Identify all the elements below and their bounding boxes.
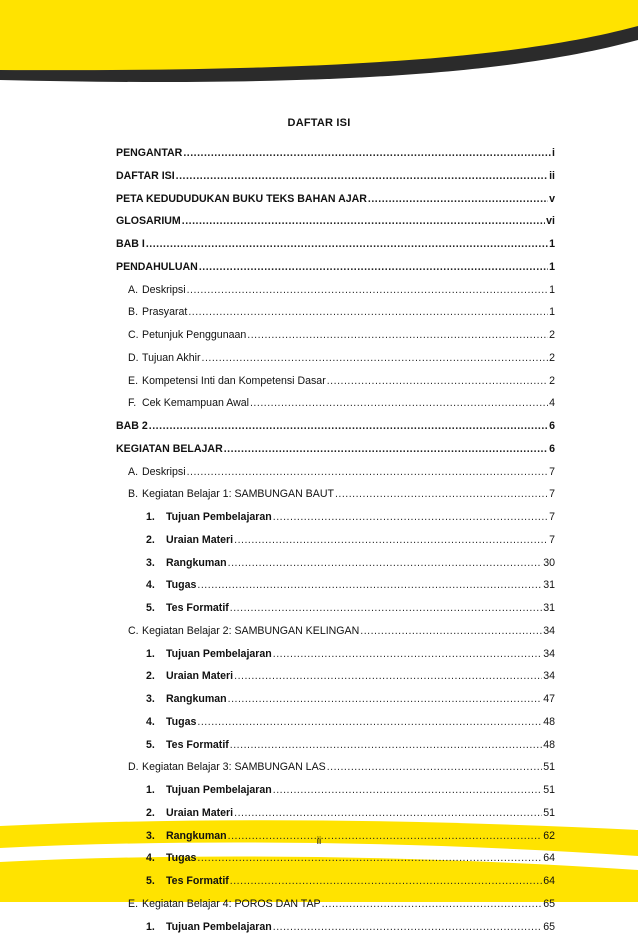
toc-leader-dots bbox=[273, 511, 548, 523]
toc-entry-page: 34 bbox=[543, 648, 555, 660]
toc-entry-label bbox=[146, 693, 227, 705]
toc-entry[interactable] bbox=[116, 693, 555, 716]
toc-entry[interactable] bbox=[116, 329, 555, 352]
toc-entry-text: Petunjuk Penggunaan bbox=[142, 329, 246, 341]
toc-entry[interactable] bbox=[116, 579, 555, 602]
toc-entry-text: BAB 2 bbox=[116, 420, 148, 432]
toc-entry-label bbox=[128, 397, 249, 409]
toc-entry-text: Tujuan Pembelajaran bbox=[166, 511, 272, 523]
toc-leader-dots bbox=[228, 693, 543, 705]
toc-entry[interactable] bbox=[116, 511, 555, 534]
toc-leader-dots bbox=[327, 375, 548, 387]
toc-entry-prefix: 1. bbox=[146, 511, 166, 523]
toc-entry-page: 65 bbox=[543, 921, 555, 933]
toc-entry-label bbox=[128, 761, 326, 773]
toc-entry[interactable] bbox=[116, 215, 555, 238]
toc-entry-prefix: A. bbox=[128, 466, 142, 478]
page-number: ii bbox=[0, 836, 638, 847]
toc-leader-dots bbox=[234, 670, 542, 682]
toc-entry-label bbox=[128, 284, 186, 296]
toc-entry-text: Uraian Materi bbox=[166, 670, 233, 682]
toc-entry-text: Tujuan Akhir bbox=[142, 352, 201, 364]
toc-leader-dots bbox=[327, 761, 542, 773]
toc-entry[interactable] bbox=[116, 921, 555, 943]
toc-entry-label bbox=[146, 670, 233, 682]
toc-entry[interactable] bbox=[116, 648, 555, 671]
toc-leader-dots bbox=[183, 147, 551, 159]
toc-entry-text: Tujuan Pembelajaran bbox=[166, 784, 272, 796]
toc-entry-text: Cek Kemampuan Awal bbox=[142, 397, 249, 409]
toc-entry-page: 2 bbox=[549, 352, 555, 364]
toc-leader-dots bbox=[199, 261, 548, 273]
toc-entry-text: Tugas bbox=[166, 716, 196, 728]
toc-entry-text: Rangkuman bbox=[166, 557, 227, 569]
toc-leader-dots bbox=[228, 557, 543, 569]
toc-entry[interactable] bbox=[116, 534, 555, 557]
toc-entry[interactable] bbox=[116, 716, 555, 739]
toc-entry-prefix: B. bbox=[128, 488, 142, 500]
toc-entry-page: 51 bbox=[543, 784, 555, 796]
toc-entry-label bbox=[116, 420, 148, 432]
toc-entry-text: Tes Formatif bbox=[166, 739, 229, 751]
toc-entry-page: v bbox=[549, 193, 555, 205]
toc-entry-label bbox=[128, 329, 246, 341]
toc-entry-text: DAFTAR ISI bbox=[116, 170, 175, 182]
toc-entry[interactable] bbox=[116, 807, 555, 830]
toc-entry-page: 6 bbox=[549, 420, 555, 432]
toc-entry-page: 48 bbox=[543, 716, 555, 728]
toc-leader-dots bbox=[273, 921, 542, 933]
toc-entry-text: PENDAHULUAN bbox=[116, 261, 198, 273]
toc-entry[interactable] bbox=[116, 557, 555, 580]
toc-entry[interactable] bbox=[116, 352, 555, 375]
toc-entry-page: 1 bbox=[549, 306, 555, 318]
toc-leader-dots bbox=[335, 488, 548, 500]
toc-entry-label bbox=[116, 147, 182, 159]
toc-entry-label bbox=[128, 466, 186, 478]
toc-entry-label bbox=[116, 170, 175, 182]
toc-entry-prefix: 4. bbox=[146, 579, 166, 591]
toc-entry-prefix: A. bbox=[128, 284, 142, 296]
toc-entry-label bbox=[128, 375, 326, 387]
toc-entry-page: 31 bbox=[543, 579, 555, 591]
toc-entry-prefix: 2. bbox=[146, 670, 166, 682]
toc-entry[interactable] bbox=[116, 284, 555, 307]
toc-leader-dots bbox=[322, 898, 543, 910]
toc-entry-text: Tes Formatif bbox=[166, 602, 229, 614]
toc-entry-page: 65 bbox=[543, 898, 555, 910]
toc-leader-dots bbox=[176, 170, 548, 182]
toc-entry-label bbox=[128, 898, 321, 910]
toc-leader-dots bbox=[368, 193, 548, 205]
toc-entry-prefix: 1. bbox=[146, 784, 166, 796]
toc-entry-label bbox=[116, 443, 223, 455]
toc-entry-label bbox=[146, 534, 233, 546]
toc-entry-prefix: F. bbox=[128, 397, 142, 409]
toc-entry-page: 34 bbox=[543, 670, 555, 682]
toc-entry-label bbox=[116, 193, 367, 205]
toc-leader-dots bbox=[230, 875, 542, 887]
toc-leader-dots bbox=[224, 443, 548, 455]
toc-entry-page: 34 bbox=[543, 625, 555, 637]
toc-entry-label bbox=[146, 875, 229, 887]
toc-leader-dots bbox=[146, 238, 548, 250]
toc-entry-prefix: D. bbox=[128, 761, 142, 773]
toc-entry-label bbox=[128, 352, 201, 364]
toc-entry-prefix: 5. bbox=[146, 739, 166, 751]
toc-entry-prefix: 5. bbox=[146, 602, 166, 614]
toc-entry-page: 6 bbox=[549, 443, 555, 455]
toc-entry[interactable] bbox=[116, 875, 555, 898]
toc-entry-prefix: D. bbox=[128, 352, 142, 364]
toc-entry[interactable] bbox=[116, 238, 555, 261]
toc-entry-label bbox=[146, 807, 233, 819]
toc-entry-prefix: 2. bbox=[146, 807, 166, 819]
toc-entry-page: 51 bbox=[543, 761, 555, 773]
toc-entry-page: ii bbox=[549, 170, 555, 182]
toc-leader-dots bbox=[197, 852, 542, 864]
toc-entry-text: GLOSARIUM bbox=[116, 215, 181, 227]
toc-entry-text: BAB I bbox=[116, 238, 145, 250]
toc-entry[interactable] bbox=[116, 397, 555, 420]
toc-entry-label bbox=[146, 852, 196, 864]
toc-entry-text: Uraian Materi bbox=[166, 807, 233, 819]
toc-leader-dots bbox=[230, 739, 542, 751]
toc-entry-label bbox=[128, 306, 187, 318]
toc-entry-page: 30 bbox=[543, 557, 555, 569]
toc-leader-dots bbox=[273, 648, 542, 660]
toc-entry-label bbox=[146, 602, 229, 614]
toc-entry-text: Kegiatan Belajar 2: SAMBUNGAN KELINGAN bbox=[142, 625, 359, 637]
toc-entry-page: 31 bbox=[543, 602, 555, 614]
page-title: DAFTAR ISI bbox=[0, 117, 638, 129]
toc-entry-label bbox=[116, 261, 198, 273]
toc-entry[interactable] bbox=[116, 261, 555, 284]
toc-entry-text: PETA KEDUDUDUKAN BUKU TEKS BAHAN AJAR bbox=[116, 193, 367, 205]
toc-entry-page: 62 bbox=[543, 830, 555, 842]
toc-leader-dots bbox=[187, 284, 549, 296]
toc-entry-page: i bbox=[552, 147, 555, 159]
toc-entry[interactable] bbox=[116, 739, 555, 762]
toc-entry-text: PENGANTAR bbox=[116, 147, 182, 159]
toc-entry-label bbox=[146, 784, 272, 796]
toc-entry-label bbox=[116, 215, 181, 227]
toc-entry-prefix: C. bbox=[128, 329, 142, 341]
toc-entry-page: 2 bbox=[549, 329, 555, 341]
toc-entry-prefix: E. bbox=[128, 375, 142, 387]
toc-entry-page: 64 bbox=[543, 852, 555, 864]
toc-leader-dots bbox=[182, 215, 545, 227]
toc-entry-prefix: C. bbox=[128, 625, 142, 637]
toc-entry-label bbox=[128, 625, 359, 637]
toc-entry-prefix: 2. bbox=[146, 534, 166, 546]
toc-entry[interactable] bbox=[116, 761, 555, 784]
toc-entry[interactable] bbox=[116, 375, 555, 398]
toc-entry-text: Tujuan Pembelajaran bbox=[166, 921, 272, 933]
toc-entry-prefix: 3. bbox=[146, 830, 166, 842]
table-of-contents bbox=[116, 147, 555, 943]
toc-entry-text: KEGIATAN BELAJAR bbox=[116, 443, 223, 455]
toc-entry-page: 1 bbox=[549, 238, 555, 250]
toc-entry-label bbox=[128, 488, 334, 500]
toc-leader-dots bbox=[247, 329, 548, 341]
toc-entry-page: 4 bbox=[549, 397, 555, 409]
toc-entry-page: 64 bbox=[543, 875, 555, 887]
toc-entry-text: Kegiatan Belajar 1: SAMBUNGAN BAUT bbox=[142, 488, 334, 500]
toc-entry-label bbox=[146, 716, 196, 728]
toc-entry-prefix: 4. bbox=[146, 852, 166, 864]
toc-leader-dots bbox=[197, 716, 542, 728]
toc-entry-page: 48 bbox=[543, 739, 555, 751]
toc-entry-text: Rangkuman bbox=[166, 693, 227, 705]
toc-leader-dots bbox=[360, 625, 542, 637]
toc-entry[interactable] bbox=[116, 306, 555, 329]
toc-entry[interactable] bbox=[116, 602, 555, 625]
toc-leader-dots bbox=[234, 534, 548, 546]
toc-entry-page: 47 bbox=[543, 693, 555, 705]
toc-entry-text: Kegiatan Belajar 4: POROS DAN TAP bbox=[142, 898, 321, 910]
toc-entry[interactable] bbox=[116, 784, 555, 807]
toc-leader-dots bbox=[234, 807, 542, 819]
toc-entry-text: Prasyarat bbox=[142, 306, 187, 318]
toc-leader-dots bbox=[197, 579, 542, 591]
toc-entry[interactable] bbox=[116, 670, 555, 693]
toc-entry-text: Deskripsi bbox=[142, 284, 186, 296]
toc-entry-prefix: 1. bbox=[146, 648, 166, 660]
toc-entry[interactable] bbox=[116, 488, 555, 511]
toc-entry-label bbox=[146, 648, 272, 660]
toc-entry-text: Uraian Materi bbox=[166, 534, 233, 546]
toc-entry[interactable] bbox=[116, 420, 555, 443]
toc-leader-dots bbox=[187, 466, 549, 478]
toc-entry[interactable] bbox=[116, 443, 555, 466]
toc-entry-page: vi bbox=[546, 215, 555, 227]
toc-leader-dots bbox=[202, 352, 549, 364]
toc-entry-page: 1 bbox=[549, 284, 555, 296]
toc-entry[interactable] bbox=[116, 625, 555, 648]
toc-entry[interactable] bbox=[116, 193, 555, 216]
toc-entry-label bbox=[146, 739, 229, 751]
toc-entry-label bbox=[146, 921, 272, 933]
toc-entry-text: Deskripsi bbox=[142, 466, 186, 478]
toc-entry-text: Rangkuman bbox=[166, 830, 227, 842]
toc-entry-page: 2 bbox=[549, 375, 555, 387]
toc-entry-text: Tugas bbox=[166, 579, 196, 591]
toc-entry-prefix: 3. bbox=[146, 693, 166, 705]
toc-leader-dots bbox=[230, 602, 542, 614]
toc-entry-label bbox=[146, 557, 227, 569]
toc-entry[interactable] bbox=[116, 147, 555, 170]
toc-entry-page: 7 bbox=[549, 466, 555, 478]
toc-entry-label bbox=[146, 579, 196, 591]
toc-entry-prefix: B. bbox=[128, 306, 142, 318]
toc-entry-label bbox=[116, 238, 145, 250]
toc-entry-text: Tugas bbox=[166, 852, 196, 864]
toc-entry[interactable] bbox=[116, 170, 555, 193]
toc-entry[interactable] bbox=[116, 466, 555, 489]
toc-entry-page: 7 bbox=[549, 534, 555, 546]
toc-entry-page: 7 bbox=[549, 488, 555, 500]
toc-entry-prefix: 1. bbox=[146, 921, 166, 933]
toc-entry-text: Tujuan Pembelajaran bbox=[166, 648, 272, 660]
toc-leader-dots bbox=[250, 397, 548, 409]
toc-entry-page: 51 bbox=[543, 807, 555, 819]
toc-entry-prefix: 5. bbox=[146, 875, 166, 887]
toc-entry[interactable] bbox=[116, 852, 555, 875]
toc-leader-dots bbox=[273, 784, 542, 796]
toc-entry-text: Kegiatan Belajar 3: SAMBUNGAN LAS bbox=[142, 761, 326, 773]
toc-leader-dots bbox=[149, 420, 548, 432]
toc-entry[interactable] bbox=[116, 898, 555, 921]
toc-entry-label bbox=[146, 511, 272, 523]
toc-entry-prefix: 4. bbox=[146, 716, 166, 728]
toc-entry-prefix: 3. bbox=[146, 557, 166, 569]
toc-entry-prefix: E. bbox=[128, 898, 142, 910]
toc-leader-dots bbox=[188, 306, 548, 318]
toc-entry-page: 1 bbox=[549, 261, 555, 273]
toc-entry-text: Tes Formatif bbox=[166, 875, 229, 887]
toc-entry-text: Kompetensi Inti dan Kompetensi Dasar bbox=[142, 375, 326, 387]
toc-entry-page: 7 bbox=[549, 511, 555, 523]
